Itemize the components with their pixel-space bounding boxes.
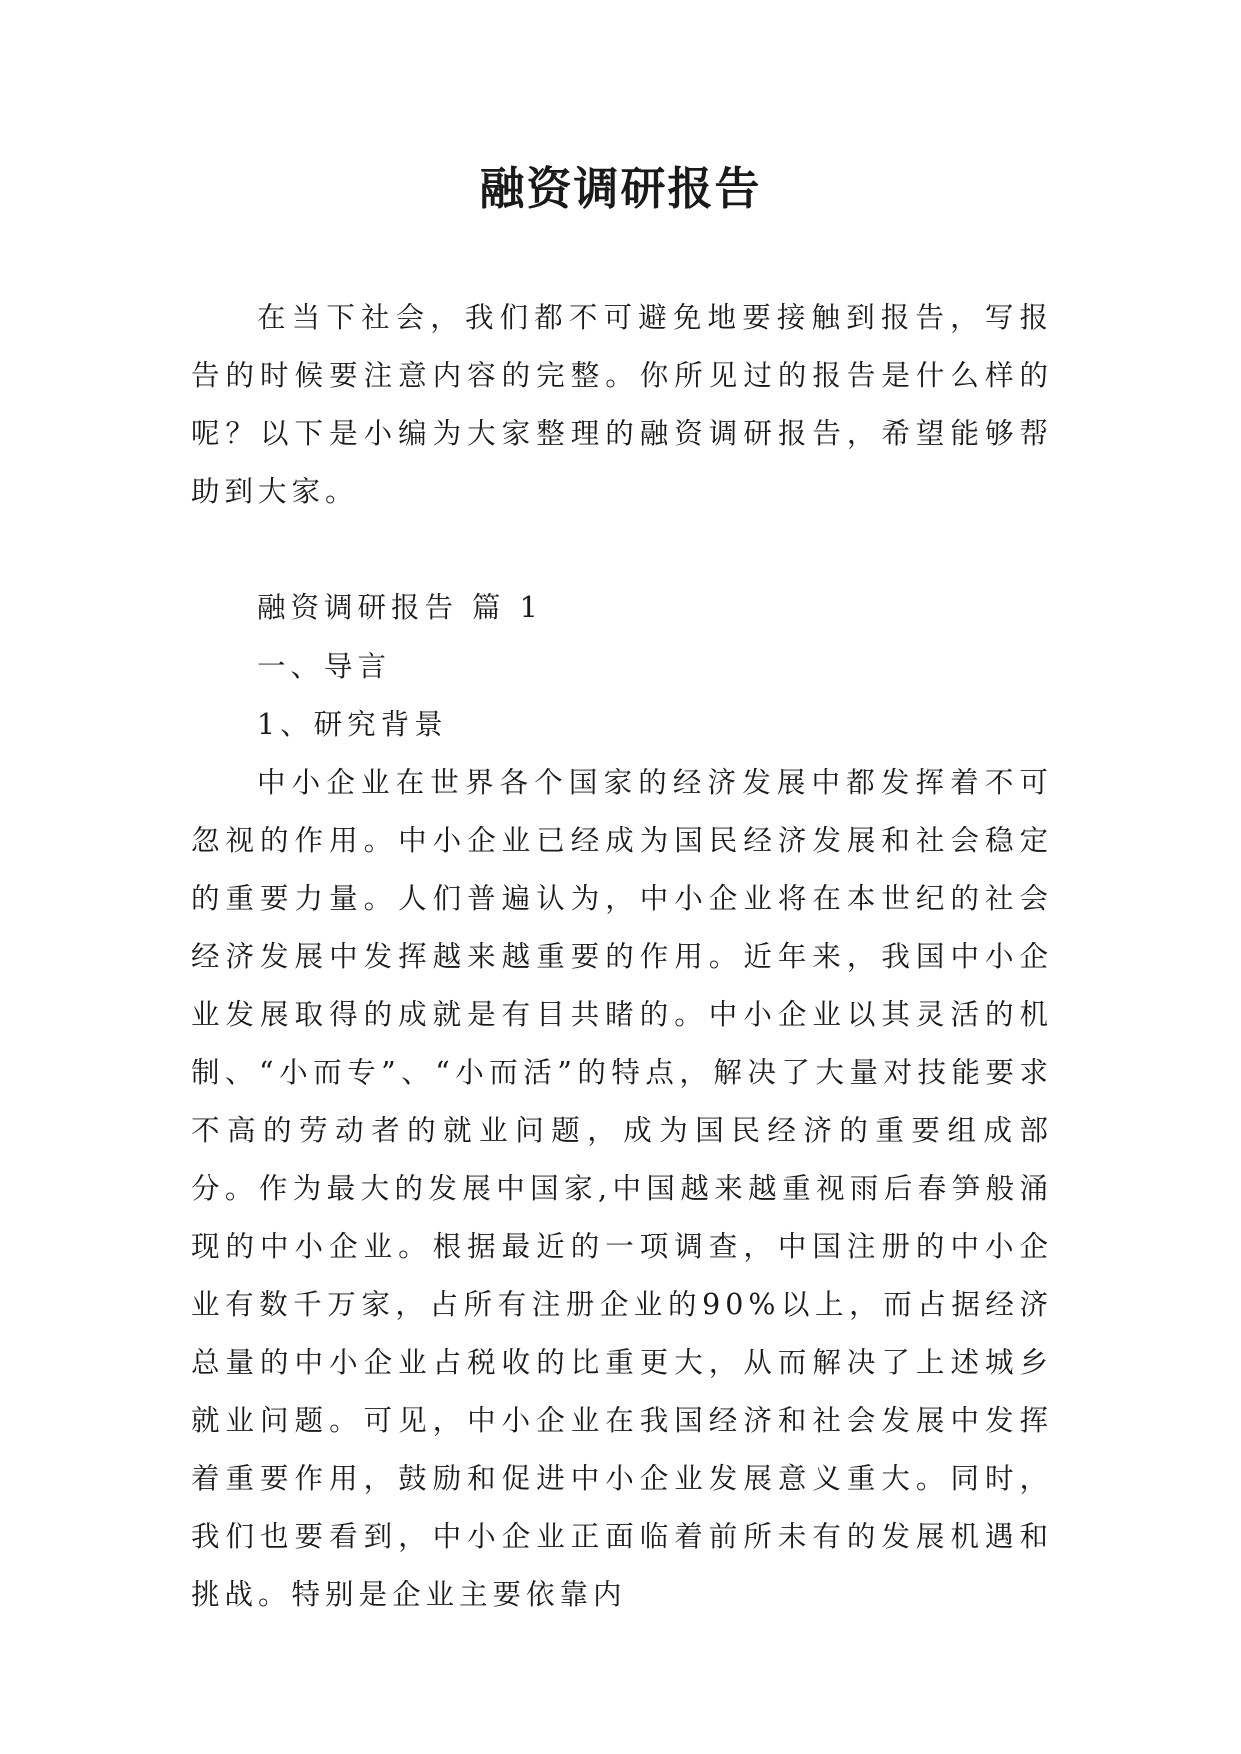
- body-paragraph: 中小企业在世界各个国家的经济发展中都发挥着不可忽视的作用。中小企业已经成为国民经济发展和社会稳定的重要力量。人们普遍认为，中小企业将在本世纪的社会经济发展中发挥越来越重要的作用。近年来，我国中小企业发展取得的成就是有目共睹的。中小企业以其灵活的机制、“小而专”、“小而活”的特点，解决了大量对技能要求不高的劳动者的就业问题，成为国民经济的重要组成部分。作为最大的发展中国家,中国越来越重视雨后春笋般涌现的中小企业。根据最近的一项调查，中国注册的中小企业有数千万家，占所有注册企业的90%以上，而占据经济总量的中小企业占税收的比重更大，从而解决了上述城乡就业问题。可见，中小企业在我国经济和社会发展中发挥着重要作用，鼓励和促进中小企业发展意义重大。同时，我们也要看到，中小企业正面临着前所未有的发展机遇和挑战。特别是企业主要依靠内: [191, 766, 1053, 1611]
- heading-research-background: 1、研究背景: [257, 708, 448, 741]
- intro-paragraph: 在当下社会，我们都不可避免地要接触到报告，写报告的时候要注意内容的完整。你所见过的报告是什么样的呢？以下是小编为大家整理的融资调研报告，希望能够帮助到大家。: [191, 301, 1053, 508]
- document-title: 融资调研报告: [479, 162, 762, 215]
- section-title: 融资调研报告 篇 1: [257, 591, 543, 624]
- heading-introduction: 一、导言: [257, 650, 392, 683]
